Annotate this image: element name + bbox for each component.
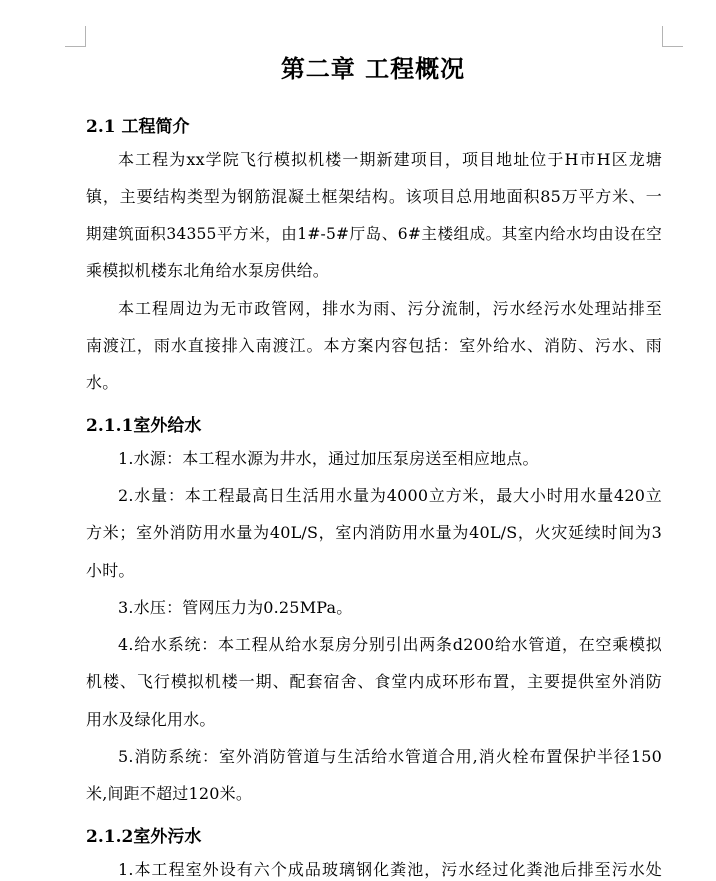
paragraph-line: 机楼、飞行模拟机楼一期、配套宿舍、食堂内成环形布置，主要提供室外消防 xyxy=(86,672,662,691)
paragraph-line: 1.本工程室外设有六个成品玻璃钢化粪池，污水经过化粪池后排至污水处 xyxy=(118,860,662,879)
paragraph-line: 米,间距不超过120米。 xyxy=(86,784,253,803)
section-heading: 2.1.2室外污水 xyxy=(86,827,202,847)
paragraph-line: 水。 xyxy=(86,373,119,392)
paragraph-line: 方米；室外消防用水量为40L/S，室内消防用水量为40L/S，火灾延续时间为3 xyxy=(86,523,662,542)
paragraph-line: 小时。 xyxy=(86,561,135,580)
paragraph-line: 3.水压：管网压力为0.25MPa。 xyxy=(118,598,353,617)
chapter-title: 第二章 工程概况 xyxy=(280,54,466,83)
crop-mark-top-left-horizontal xyxy=(65,46,86,47)
paragraph-line: 2.水量：本工程最高日生活用水量为4000立方米，最大小时用水量420立 xyxy=(118,486,662,505)
paragraph-line: 本工程为xx学院飞行模拟机楼一期新建项目，项目地址位于H市H区龙塘 xyxy=(118,150,662,169)
crop-mark-top-left-vertical xyxy=(85,26,86,47)
section-heading: 2.1 工程简介 xyxy=(86,117,190,137)
paragraph-line: 期建筑面积34355平方米，由1#-5#厅岛、6#主楼组成。其室内给水均由设在空 xyxy=(86,225,662,243)
paragraph-line: 1.水源：本工程水源为井水，通过加压泵房送至相应地点。 xyxy=(118,449,539,468)
paragraph-line: 南渡江，雨水直接排入南渡江。本方案内容包括：室外给水、消防、污水、雨 xyxy=(86,336,662,355)
paragraph-line: 镇，主要结构类型为钢筋混凝土框架结构。该项目总用地面积85万平方米、一 xyxy=(86,187,662,206)
paragraph-line: 本工程周边为无市政管网，排水为雨、污分流制，污水经污水处理站排至 xyxy=(118,299,662,318)
crop-mark-top-right-horizontal xyxy=(662,46,683,47)
section-heading: 2.1.1室外给水 xyxy=(86,416,202,436)
paragraph-line: 4.给水系统：本工程从给水泵房分别引出两条d200给水管道，在空乘模拟 xyxy=(118,635,662,654)
paragraph-line: 5.消防系统：室外消防管道与生活给水管道合用,消火栓布置保护半径150 xyxy=(118,747,662,766)
paragraph-line: 乘模拟机楼东北角给水泵房供给。 xyxy=(86,261,330,280)
paragraph-line: 用水及绿化用水。 xyxy=(86,710,216,729)
crop-mark-top-right-vertical xyxy=(662,26,663,47)
